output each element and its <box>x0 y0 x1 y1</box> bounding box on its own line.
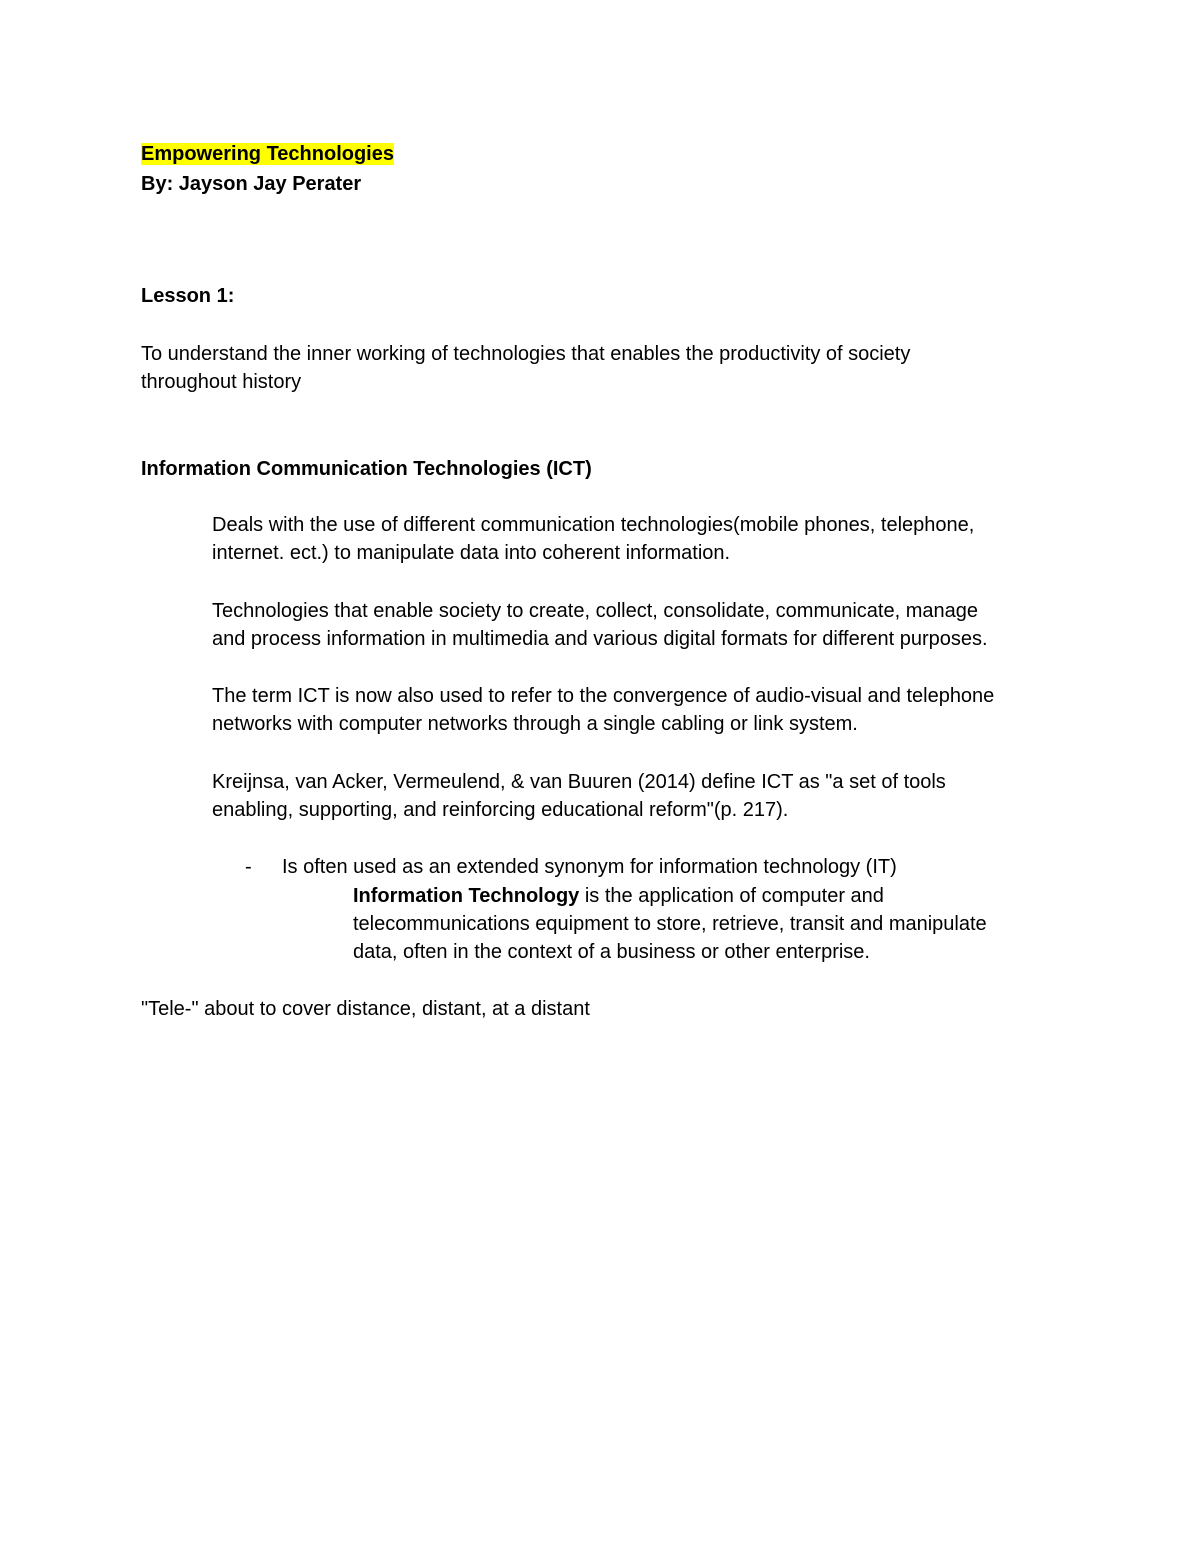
paragraph-1-line-2: internet. ect.) to manipulate data into coherent information. <box>212 542 731 564</box>
paragraph-4-line-1: Kreijnsa, van Acker, Vermeulend, & van Buuren (2014) define ICT as "a set of tools <box>212 771 946 793</box>
document-title <box>141 140 394 168</box>
paragraph-4-line-2: enabling, supporting, and reinforcing educational reform"(p. 217). <box>212 799 789 821</box>
paragraph-3-line-2: networks with computer networks through a single cabling or link system. <box>212 713 858 735</box>
bullet-dash: - <box>245 856 252 878</box>
bullet-text: Is often used as an extended synonym for information technology (IT) <box>282 856 897 878</box>
author-line: By: Jayson Jay Perater <box>141 173 362 195</box>
it-definition-line-3: data, often in the context of a business or other enterprise. <box>353 941 870 963</box>
it-definition-line-1 <box>353 882 884 910</box>
objective-line-1: To understand the inner working of technologies that enables the productivity of society <box>141 343 911 365</box>
objective-line-2: throughout history <box>141 371 302 393</box>
lesson-heading: Lesson 1: <box>141 285 235 307</box>
title-highlight: Empowering Technologies <box>141 143 394 165</box>
tele-note: "Tele-" about to cover distance, distant, at a distant <box>141 998 590 1020</box>
it-definition-term: Information Technology <box>353 885 580 907</box>
paragraph-2-line-1: Technologies that enable society to create, collect, consolidate, communicate, manage <box>212 600 978 622</box>
paragraph-3-line-1: The term ICT is now also used to refer to the convergence of audio-visual and telephone <box>212 685 995 707</box>
paragraph-1-line-1: Deals with the use of different communication technologies(mobile phones, telephone, <box>212 514 975 536</box>
it-definition-line-2: telecommunications equipment to store, retrieve, transit and manipulate <box>353 913 987 935</box>
ict-heading: Information Communication Technologies (ICT) <box>141 458 592 480</box>
it-definition-line-1-rest: is the application of computer and <box>579 885 884 907</box>
paragraph-2-line-2: and process information in multimedia and various digital formats for different purposes. <box>212 628 988 650</box>
